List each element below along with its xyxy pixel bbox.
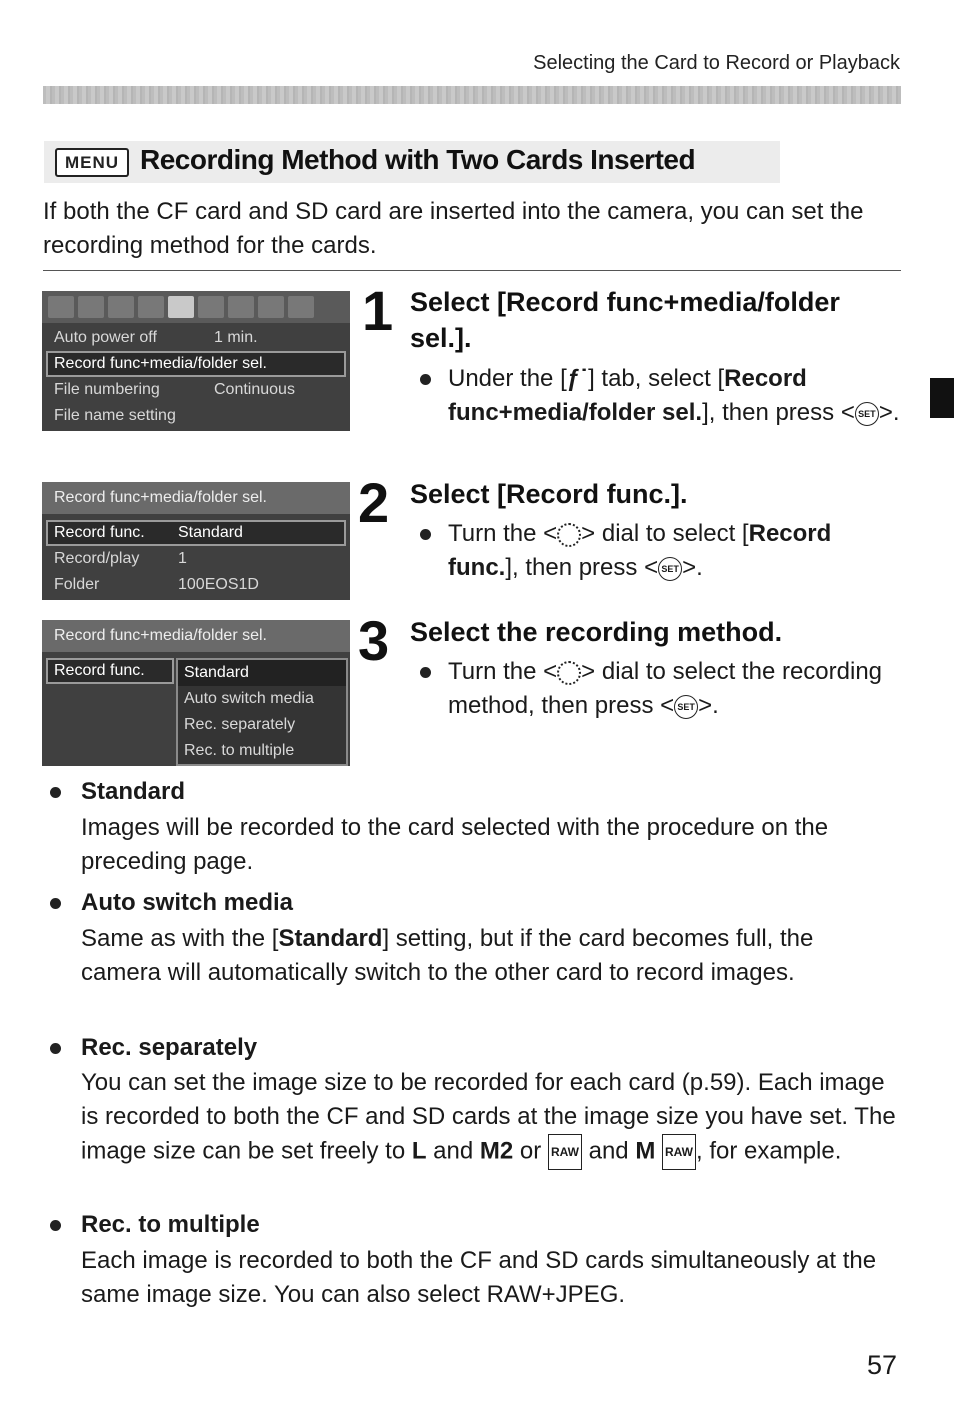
menu-tabs bbox=[42, 291, 350, 323]
intro-text: If both the CF card and SD card are inserted into the camera, you can set the recording method for the cards. bbox=[43, 198, 864, 259]
bullet bbox=[50, 787, 61, 798]
text: Standard bbox=[278, 925, 383, 952]
step-number: 1 bbox=[362, 279, 394, 342]
size-l-icon: L bbox=[411, 1137, 427, 1165]
item-body bbox=[81, 1066, 903, 1170]
row-label: File numbering bbox=[54, 381, 160, 398]
menu-row-selected bbox=[46, 351, 346, 377]
text: Same as with the [ bbox=[81, 925, 279, 952]
page-number: 57 bbox=[866, 1350, 897, 1380]
row-label: Record func. bbox=[54, 662, 145, 679]
card-icon: 1 bbox=[178, 550, 187, 567]
text: or bbox=[513, 1137, 548, 1165]
item-title: Auto switch media bbox=[81, 889, 294, 916]
text: , for example. bbox=[696, 1137, 842, 1165]
text: Record func. bbox=[448, 520, 832, 581]
text: > dial to select [ bbox=[581, 520, 749, 547]
row-value: Continuous bbox=[214, 381, 295, 398]
setup-tab-icon bbox=[168, 296, 194, 318]
tab-icon bbox=[198, 296, 224, 318]
divider bbox=[43, 270, 901, 271]
menu-row-selected bbox=[46, 520, 346, 546]
thumb-index-tab bbox=[930, 378, 954, 418]
item-body: Each image is recorded to both the CF and SD cards simultaneously at the same image size. You can also select RAW+JPEG. bbox=[81, 1247, 877, 1308]
menu-row-selected bbox=[46, 658, 174, 684]
setup-tab-icon: ƒ˙ bbox=[566, 365, 589, 392]
menu-row bbox=[42, 403, 350, 429]
step-title: Select the recording method. bbox=[410, 617, 783, 647]
row-value: 100EOS1D bbox=[178, 576, 259, 593]
text: and bbox=[426, 1137, 480, 1165]
camera-screen-3 bbox=[42, 620, 350, 766]
bullet bbox=[50, 898, 61, 909]
row-label: Folder bbox=[54, 576, 100, 593]
menu-icon: MENU bbox=[55, 148, 129, 177]
text: ], then press < bbox=[505, 554, 659, 581]
row-label: File name setting bbox=[54, 407, 176, 424]
step-body: Turn the < > dial to select [Record func.], then press < SET >. bbox=[448, 520, 832, 581]
item-title: Standard bbox=[81, 778, 186, 805]
tab-icon bbox=[138, 296, 164, 318]
step-number: 3 bbox=[358, 609, 390, 672]
bullet bbox=[420, 529, 431, 540]
step-number: 2 bbox=[358, 471, 390, 534]
menu-row bbox=[42, 572, 350, 598]
running-head: Selecting the Card to Record or Playback bbox=[533, 52, 900, 74]
row-label: Record func. bbox=[54, 524, 145, 541]
bullet bbox=[50, 1043, 61, 1054]
section-title: Recording Method with Two Cards Inserted bbox=[140, 144, 696, 175]
text: ] tab, select [ bbox=[588, 365, 725, 392]
text: Turn the < bbox=[448, 520, 558, 547]
item-body bbox=[81, 922, 891, 990]
item-title: Rec. to multiple bbox=[81, 1211, 260, 1238]
raw-icon: RAW bbox=[662, 1134, 696, 1170]
size-m2-icon: M2 bbox=[479, 1137, 514, 1165]
size-m-icon: M bbox=[635, 1137, 656, 1165]
camera-screen-2 bbox=[42, 482, 350, 600]
menu-row bbox=[42, 377, 350, 403]
tab-icon bbox=[108, 296, 134, 318]
screen-title: Record func+media/folder sel. bbox=[42, 620, 350, 652]
camera-screen-1 bbox=[42, 291, 350, 431]
bullet bbox=[50, 1220, 61, 1231]
screen-title: Record func+media/folder sel. bbox=[42, 482, 350, 514]
text: ], then press < bbox=[702, 399, 855, 426]
row-label: Auto power off bbox=[54, 329, 157, 346]
header-bar bbox=[43, 86, 901, 104]
row-label: Record func+media/folder sel. bbox=[54, 355, 267, 372]
row-value: Standard bbox=[178, 524, 243, 541]
set-button-icon: SET bbox=[674, 695, 698, 719]
option-item-selected: Standard bbox=[178, 660, 346, 686]
option-item: Rec. to multiple bbox=[184, 742, 295, 759]
step-body: Turn the < > dial to select the recording method, then press < SET >. bbox=[448, 658, 883, 719]
raw-icon: RAW bbox=[548, 1134, 582, 1170]
step-body: Under the [ƒ˙] tab, select [Record func+media/folder sel.], then press < SET >. bbox=[448, 365, 900, 426]
row-label: Record/play bbox=[54, 550, 140, 567]
quick-control-dial-icon bbox=[557, 661, 581, 685]
option-item: Auto switch media bbox=[184, 690, 314, 707]
tab-icon bbox=[228, 296, 254, 318]
text: You can set the image size to be recorded for each card (p.59). Each image is recorded to both the CF and SD cards at the image size you have set. The image size can be set freely to bbox=[81, 1069, 896, 1165]
row-value: 1 min. bbox=[214, 329, 258, 346]
text: > dial to select the recording method, then press < bbox=[448, 658, 883, 719]
menu-row bbox=[42, 546, 350, 572]
set-button-icon: SET bbox=[658, 557, 682, 581]
text: Turn the < bbox=[448, 658, 558, 685]
item-title: Rec. separately bbox=[81, 1034, 258, 1061]
quick-control-dial-icon bbox=[557, 523, 581, 547]
text: Record func+media/folder sel. bbox=[448, 365, 807, 426]
option-item: Rec. separately bbox=[184, 716, 296, 733]
tab-icon bbox=[288, 296, 314, 318]
step-title: Select [Record func+media/folder sel.]. bbox=[410, 287, 840, 353]
tab-icon bbox=[48, 296, 74, 318]
text: Under the [ bbox=[448, 365, 567, 392]
step-title: Select [Record func.]. bbox=[410, 479, 688, 509]
text: ] setting, but if the card becomes full, the camera will automatically switch to the other card to record images. bbox=[81, 925, 814, 986]
text: and bbox=[581, 1137, 636, 1165]
option-list bbox=[176, 658, 348, 766]
tab-icon bbox=[258, 296, 284, 318]
set-button-icon: SET bbox=[855, 402, 879, 426]
tab-icon bbox=[78, 296, 104, 318]
menu-row bbox=[42, 325, 350, 351]
item-body: Images will be recorded to the card selected with the procedure on the preceding page. bbox=[81, 814, 829, 875]
bullet bbox=[420, 667, 431, 678]
bullet bbox=[420, 374, 431, 385]
